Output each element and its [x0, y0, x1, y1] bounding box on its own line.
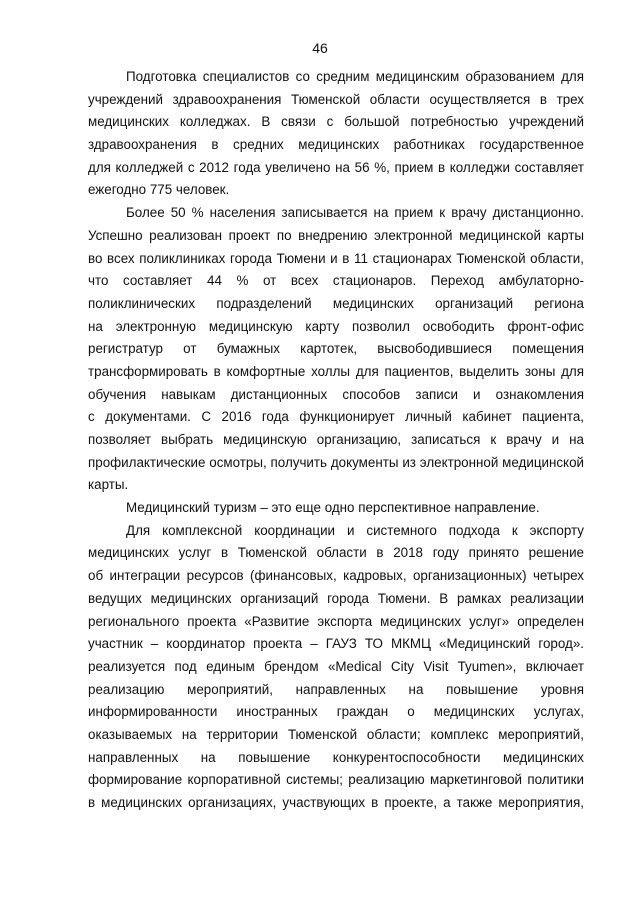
text-line: ежегодно 775 человек.: [88, 182, 230, 198]
text-line: участник – координатор проекта – ГАУЗ ТО МКМЦ «Медицинский город».: [88, 636, 584, 652]
text-line: об интеграции ресурсов (финансовых, кадровых, организационных) четырех: [88, 568, 584, 584]
text-line: в медицинских организациях, участвующих в проекте, а также мероприятия,: [88, 795, 584, 810]
text-line: реализуется под единым брендом «Medical City Visit Tyumen», включает: [88, 658, 584, 674]
text-line: ведущих медицинских организаций города Тюмени. В рамках реализации: [88, 590, 584, 606]
text-line: для колледжей с 2012 года увеличено на 56 %, прием в колледжи составляет: [88, 159, 584, 175]
page-number: 46: [312, 40, 328, 56]
text-line: регистратур от бумажных картотек, высвободившиеся помещения: [88, 341, 584, 357]
text-line: профилактические осмотры, получить документы из электронной медицинской: [88, 454, 584, 470]
text-line: во всех поликлиниках города Тюмени и в 11 стационарах Тюменской области,: [88, 250, 584, 266]
text-line: медицинских колледжах. В связи с большой потребностью учреждений: [88, 114, 584, 130]
text-line: учреждений здравоохранения Тюменской области осуществляется в трех: [88, 91, 584, 107]
text-line: с документами. С 2016 года функционирует личный кабинет пациента,: [88, 409, 584, 425]
text-line: Подготовка специалистов со средним медицинским образованием для: [126, 69, 584, 84]
text-line: Более 50 % населения записывается на прием к врачу дистанционно.: [126, 205, 584, 221]
text-line: Успешно реализован проект по внедрению электронной медицинской карты: [88, 227, 584, 243]
document-body: [88, 66, 584, 815]
text-line: информированности иностранных граждан о медицинских услугах,: [88, 704, 584, 720]
text-line: позволяет выбрать медицинскую организацию, записаться к врачу и на: [88, 432, 584, 447]
text-line: трансформировать в комфортные холлы для пациентов, выделить зоны для: [88, 363, 584, 379]
text-line: здравоохранения в средних медицинских работниках государственное: [88, 137, 584, 153]
text-line: медицинских услуг в Тюменской области в 2018 году принято решение: [88, 545, 584, 561]
text-line: направленных на повышение конкурентоспособности медицинских: [88, 749, 584, 765]
text-line: регионального проекта «Развитие экспорта медицинских услуг» определен: [88, 613, 584, 629]
text-line: оказываемых на территории Тюменской области; комплекс мероприятий,: [88, 726, 584, 742]
text-line: на электронную медицинскую карту позволил освободить фронт-офис: [88, 318, 584, 334]
text-line: обучения навыкам дистанционных способов записи и ознакомления: [88, 386, 584, 402]
text-line: Для комплексной координации и системного подхода к экспорту: [126, 522, 584, 538]
text-line: Медицинский туризм – это еще одно перспективное направление.: [126, 500, 540, 516]
text-line: что составляет 44 % от всех стационаров. Переход амбулаторно-: [88, 273, 584, 289]
text-line: реализацию мероприятий, направленных на повышение уровня: [88, 681, 584, 697]
text-line: карты.: [88, 477, 129, 493]
text-line: поликлинических подразделений медицинских организаций региона: [88, 295, 584, 311]
text-line: формирование корпоративной системы; реализацию маркетинговой политики: [88, 772, 584, 788]
